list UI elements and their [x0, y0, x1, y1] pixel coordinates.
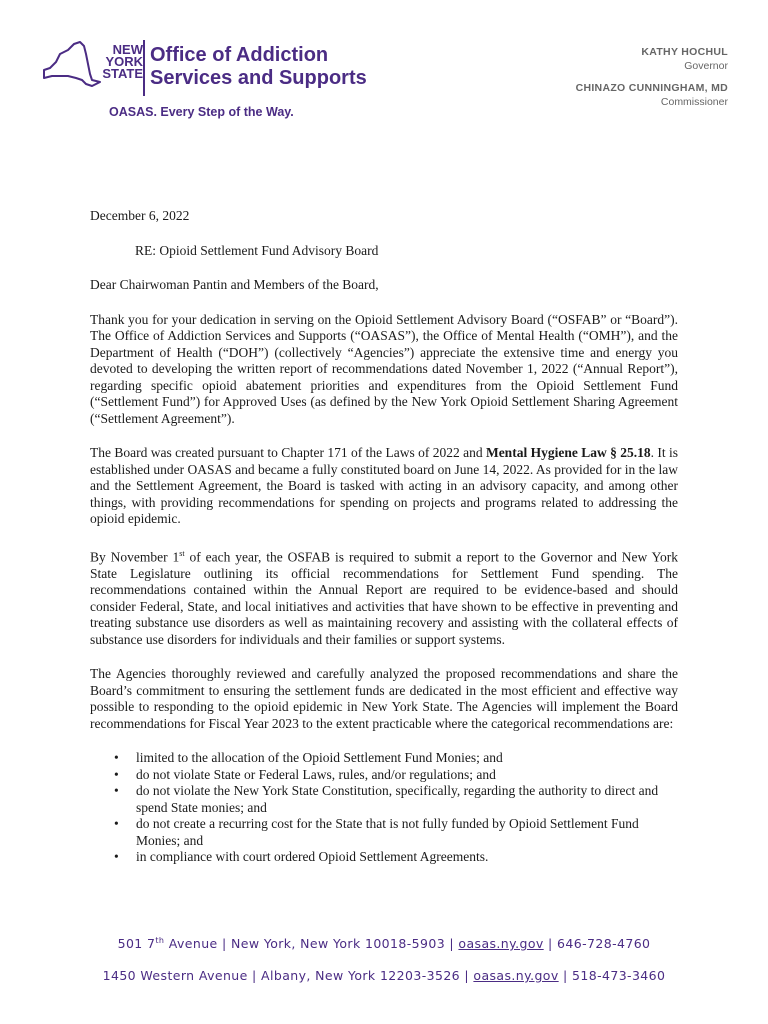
list-item: • in compliance with court ordered Opioid Settlement Agreements.: [90, 849, 678, 866]
commissioner-name: CHINAZO CUNNINGHAM, MD: [575, 82, 728, 94]
office-name: Office of Addiction Services and Supports: [150, 44, 367, 89]
logo-divider: [143, 40, 145, 96]
footer-albany-address: 1450 Western Avenue | Albany, New York 12203-3526 | oasas.ny.gov | 518-473-3460: [102, 968, 666, 983]
governor-name: KATHY HOCHUL: [641, 46, 728, 58]
law-reference: Mental Hygiene Law § 25.18: [485, 445, 651, 460]
website-link[interactable]: oasas.ny.gov: [473, 968, 559, 983]
list-item: • do not violate State or Federal Laws, rules, and/or regulations; and: [90, 767, 678, 784]
website-link[interactable]: oasas.ny.gov: [458, 936, 544, 952]
salutation: Dear Chairwoman Pantin and Members of the Board,: [90, 277, 379, 292]
list-item: • do not create a recurring cost for the State that is not fully funded by Opioid Settlement Fund Monies; and: [90, 816, 678, 849]
list-item: • do not violate the New York State Constitution, specifically, regarding the authority to direct and spend State monies; and: [90, 783, 678, 816]
list-item: • limited to the allocation of the Opioid Settlement Fund Monies; and: [90, 750, 678, 767]
commissioner-title: Commissioner: [660, 96, 728, 108]
officials-block: [576, 45, 728, 117]
letter-body: [90, 208, 678, 866]
paragraph-3: By November 1st of each year, the OSFAB is required to submit a report to the Governor and New York State Legislature outlining its official recommendations for Settlement Fund spending. The recommendations contained within the Annual Report are required to be evidence-based and should consider Federal, State, and local initiatives and activities that have shown to be effective in preventing and treating substance use disorders as well as maintaining recovery and assisting with the collateral effects of substance use disorders for individuals and their families or support systems.: [90, 548, 679, 647]
paragraph-2: The Board was created pursuant to Chapter 171 of the Laws of 2022 and Mental Hygiene Law § 25.18. It is established under OASAS and became a fully constituted board on June 14, 2022. As provided for in the law and the Settlement Agreement, the Board is tasked with acting in an advisory capacity, and among other things, with providing recommendations for spending on projects and programs related to addressing the opioid epidemic.: [90, 445, 678, 526]
tagline: OASAS. Every Step of the Way.: [109, 105, 294, 119]
governor-title: Governor: [684, 60, 728, 72]
paragraph-1: Thank you for your dedication in serving on the Opioid Settlement Advisory Board (“OSFAB” or “Board”). The Office of Addiction Services and Supports (“OASAS”), the Office of Mental Health (“OMH”), and the Department of Health (“DOH”) (collectively “Agencies”) appreciate the extensive time and energy you devoted to developing the written report of recommendations dated November 1, 2022 (“Annual Report”), regarding specific opioid abatement priorities and expenditures from the Opioid Settlement Fund (“Settlement Fund”) for Approved Uses (as defined by the New York Opioid Settlement Sharing Agreement (“Settlement Agreement”).: [90, 311, 678, 426]
state-label: NEW YORK STATE: [102, 42, 143, 81]
footer-nyc-address: 501 7th Avenue | New York, New York 10018-5903 | oasas.ny.gov | 646-728-4760: [117, 936, 651, 952]
conditions-list: [90, 750, 678, 866]
letter-subject: RE: Opioid Settlement Fund Advisory Board: [135, 242, 379, 258]
paragraph-4: The Agencies thoroughly reviewed and carefully analyzed the proposed recommendations and share the Board’s commitment to ensuring the settlement funds are dedicated in the most efficient and effective way possible to responding to the opioid epidemic in New York State. The Agencies will implement the Board recommendations for Fiscal Year 2023 to the extent practicable where the categorical recommendations are:: [90, 666, 678, 731]
letter-date: December 6, 2022: [90, 208, 190, 223]
oasas-logo: [40, 40, 380, 125]
